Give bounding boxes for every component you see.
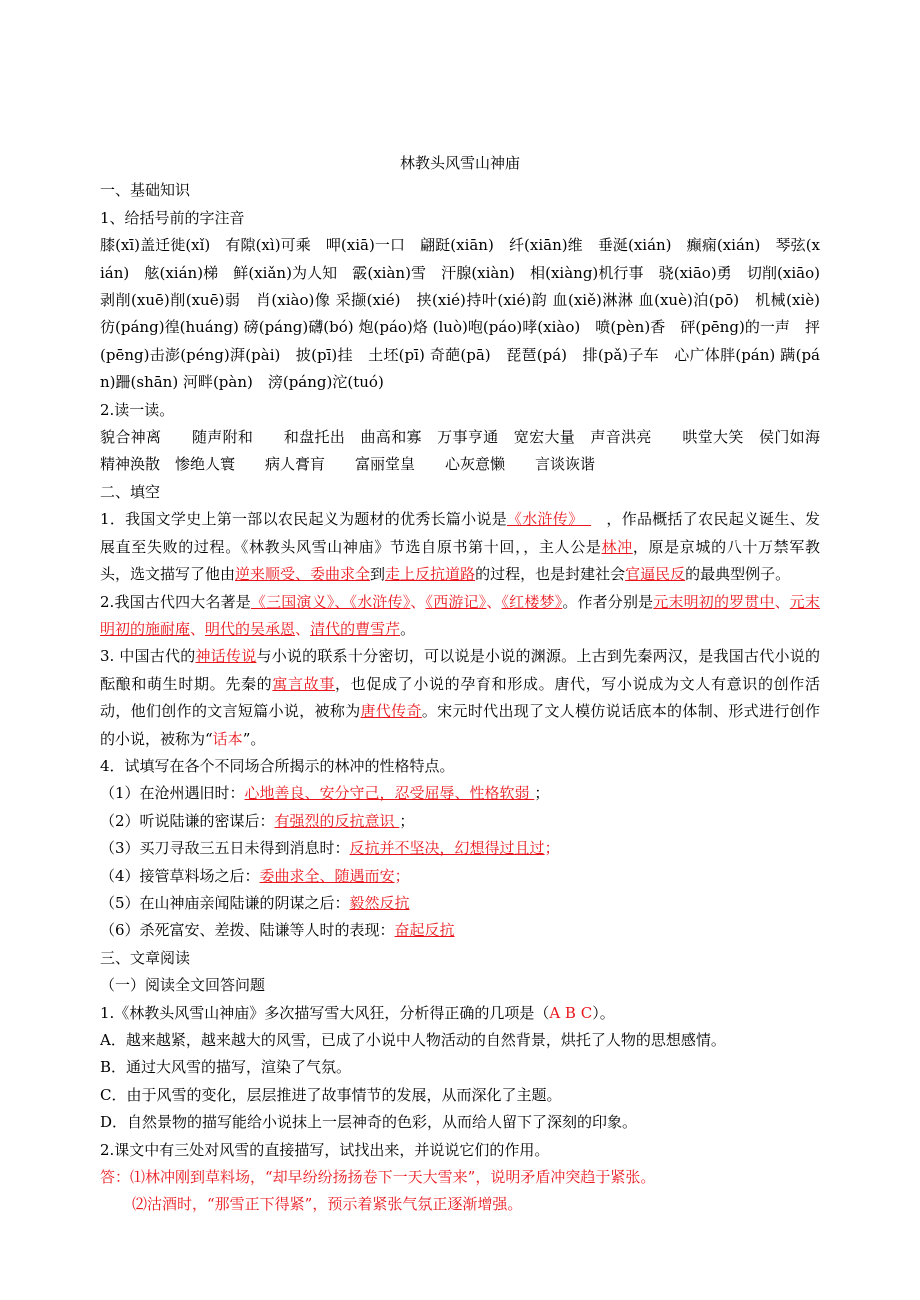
document-title — [100, 150, 820, 177]
question — [100, 753, 820, 780]
answer-blank: 明代的吴承恩 — [205, 619, 296, 638]
text: 2.我国古代四大名著是 — [100, 592, 251, 611]
text: （4）接管草料场之后： — [100, 866, 260, 885]
answer-blank: 毅然反抗 — [349, 893, 410, 912]
answer-blank: 《三国演义》、《水浒传》 — [250, 592, 411, 611]
answer-blank: 官逼民反 — [625, 565, 686, 584]
text: （2）听说陆谦的密谋后： — [100, 811, 275, 830]
text: （一）阅读全文回答问题 — [100, 976, 266, 995]
text: （3）买刀寻敌三五日未得到消息时： — [100, 839, 350, 858]
text: 1、给括号前的字注音 — [100, 208, 245, 227]
text: 林教头风雪山神庙 — [399, 154, 520, 172]
text: ）。 — [592, 1003, 615, 1022]
text: 膝(xī)盖迁徙(xǐ) 有隙(xì)可乘 呷(xiā)一口 翩跹(xiān) 纤(xiān)维 垂涎(xián) 癫痫(xián) 琴弦(xián) 舷(xián)梯 鲜(xiǎn)为人知 霰(xiàn)雪 汗腺(xiàn) 相(xiàng)机行事 骁(xiāo)勇 切削(xiāo)剥削(xuē)削(xuē)弱 肖(xiào)像 采撷(xié) 挟(xié)持叶(xié)韵 血(xiě)淋淋 血(xuè)泊(pō) 机械(xiè) 彷(páng)徨(huáng) 磅(páng)礴(bó) 炮(páo)烙 (luò)咆(páo)哮(xiào) 喷(pèn)香 砰(pēng)的一声 抨(pēng)击澎(péng)湃(pài) 披(pī)挂 土坯(pī) 奇葩(pā) 琵琶(pá) 排(pǎ)子车 心广体胖(pán) 蹒(pán)跚(shān) 河畔(pàn) 滂(páng)沱(tuó) — [100, 236, 820, 392]
section-heading — [100, 177, 820, 204]
answer-blank: 反抗并不坚决，幻想得过且过 — [349, 839, 545, 858]
answer-blank: 委曲求全、随遇而安 — [259, 866, 395, 885]
answer-blank: 清代的曹雪芹 — [310, 619, 401, 638]
answer-text: ； — [544, 839, 560, 858]
answer-text: ⑵沽酒时，“那雪正下得紧”，预示着紧张气氛正逐渐增强。 — [132, 1195, 523, 1214]
text: ，原是京城的八十万禁军教头，选文描写了他由 — [100, 537, 820, 584]
text: 2.读一读。 — [100, 400, 175, 419]
answer-blank: 神话传说 — [195, 647, 257, 666]
sub-heading — [100, 972, 820, 999]
text: 与小说的联系十分密切，可以说是小说的渊源。上古到先秦两汉，是我国古代小说的酝酿和萌生时期。先秦的 — [100, 647, 820, 693]
answer-blank: 奋起反抗 — [394, 921, 455, 940]
sub-question — [100, 917, 820, 944]
question — [100, 205, 820, 232]
text: A．越来越紧，越来越大的风雪，已成了小说中人物活动的自然背景，烘托了人物的思想感情。 — [100, 1031, 726, 1049]
text: ，作品概括了农民起义诞生、发展直至失败的过程。《林教头风雪山神庙》节选自原书第十回，，主人公是 — [100, 510, 820, 556]
answer-blank: 走上反抗道路 — [385, 565, 476, 584]
text: 的过程，也是封建社会 — [475, 565, 626, 584]
pinyin-list — [100, 232, 820, 396]
section-heading — [100, 479, 820, 506]
document-body — [100, 150, 836, 1219]
sub-question — [100, 808, 820, 835]
sub-question — [100, 863, 820, 890]
text: 2.课文中有三处对风雪的直接描写，试找出来，并说说它们的作用。 — [100, 1140, 550, 1159]
text: 4．试填写在各个不同场合所揭示的林冲的性格特点。 — [100, 756, 455, 775]
text: 二、填空 — [100, 482, 161, 501]
text: （5）在山神庙亲闻陆谦的阴谋之后： — [100, 893, 350, 912]
question — [100, 1137, 820, 1164]
answer-blank: 唐代传奇 — [360, 702, 422, 721]
text: （6）杀死富安、差拨、陆谦等人时的表现： — [100, 921, 395, 940]
text: 。 — [400, 619, 416, 638]
text: ，也促成了小说的孕育和形成。唐代，写小说成为文人有意识的创作活动，他们创作的文言短篇小说，被称为 — [100, 674, 820, 721]
text: 到 — [370, 565, 386, 584]
text: 貌合神离 随声附和 和盘托出 曲高和寡 万事亨通 宽宏大量 声音洪亮 哄堂大笑 侯门如海 精神涣散 惨绝人寰 病人膏肓 富丽堂皇 心灰意懒 言谈诙谐 — [100, 428, 836, 474]
sub-question — [100, 890, 820, 917]
answer — [100, 1164, 820, 1191]
text: B．通过大风雪的描写，渲染了气氛。 — [100, 1058, 352, 1077]
text: ； — [534, 784, 550, 803]
answer-blank: 元末明初的施耐庵 — [100, 592, 820, 638]
answer-blank: 林冲 — [601, 537, 633, 556]
answer-blank: 《西游记》 — [425, 592, 487, 611]
text: 的最典型例子。 — [685, 565, 791, 584]
question — [100, 589, 820, 644]
option — [100, 1082, 820, 1109]
text: 1．我国文学史上第一部以农民起义为题材的优秀长篇小说是 — [100, 510, 507, 529]
sub-question — [100, 780, 820, 807]
answer-blank: 寓言故事 — [272, 674, 335, 693]
answer-blank: 逆来顺受、委曲求全 — [235, 565, 371, 584]
answer-text: A B C — [549, 1003, 593, 1022]
text: （1）在沧州遇旧时： — [100, 784, 245, 803]
answer — [100, 1191, 820, 1218]
question — [100, 643, 820, 753]
text: C．由于风雪的变化，层层推进了故事情节的发展，从而深化了主题。 — [100, 1085, 562, 1104]
text: 。作者分别是 — [562, 592, 654, 611]
question — [100, 506, 820, 588]
option — [100, 1109, 820, 1136]
text: 一、基础知识 — [100, 181, 191, 200]
sub-question — [100, 835, 820, 862]
answer-blank: 有强烈的反抗意识 — [274, 811, 400, 830]
section-heading — [100, 945, 820, 972]
answer-text: 、 — [410, 592, 426, 611]
text: ”。 — [242, 729, 266, 748]
answer-text: ； — [394, 866, 410, 885]
question — [100, 1000, 820, 1027]
text: ； — [399, 811, 415, 830]
answer-text: 、 — [295, 619, 311, 638]
phrase-list — [100, 424, 836, 479]
answer-blank: 《水浒传》 — [506, 510, 592, 529]
question — [100, 397, 820, 424]
text: 。宋元时代出现了文人模仿说话底本的体制、形式进行创作的小说，被称为“ — [100, 702, 820, 748]
answer-text: 、 — [774, 592, 790, 611]
text: 三、文章阅读 — [100, 948, 191, 967]
text: D．自然景物的描写能给小说抹上一层神奇的色彩，从而给人留下了深刻的印象。 — [100, 1113, 638, 1132]
option — [100, 1027, 820, 1054]
text: 3. 中国古代的 — [100, 647, 196, 666]
answer-text: 答：⑴林冲刚到草料场，“却早纷纷扬扬卷下一天大雪来”，说明矛盾冲突趋于紧张。 — [100, 1168, 656, 1187]
answer-text: 、 — [486, 592, 502, 611]
answer-text: 、 — [190, 619, 206, 638]
option — [100, 1054, 820, 1081]
answer-text: 话本 — [212, 729, 243, 748]
answer-blank: 元末明初的罗贯中 — [653, 592, 775, 611]
answer-blank: 《红楼梦》 — [501, 592, 563, 611]
text: 1.《林教头风雪山神庙》多次描写雪大风狂，分析得正确的几项是（ — [100, 1003, 550, 1022]
answer-blank: 心地善良、安分守己，忍受屈辱、性格软弱 — [244, 784, 535, 803]
